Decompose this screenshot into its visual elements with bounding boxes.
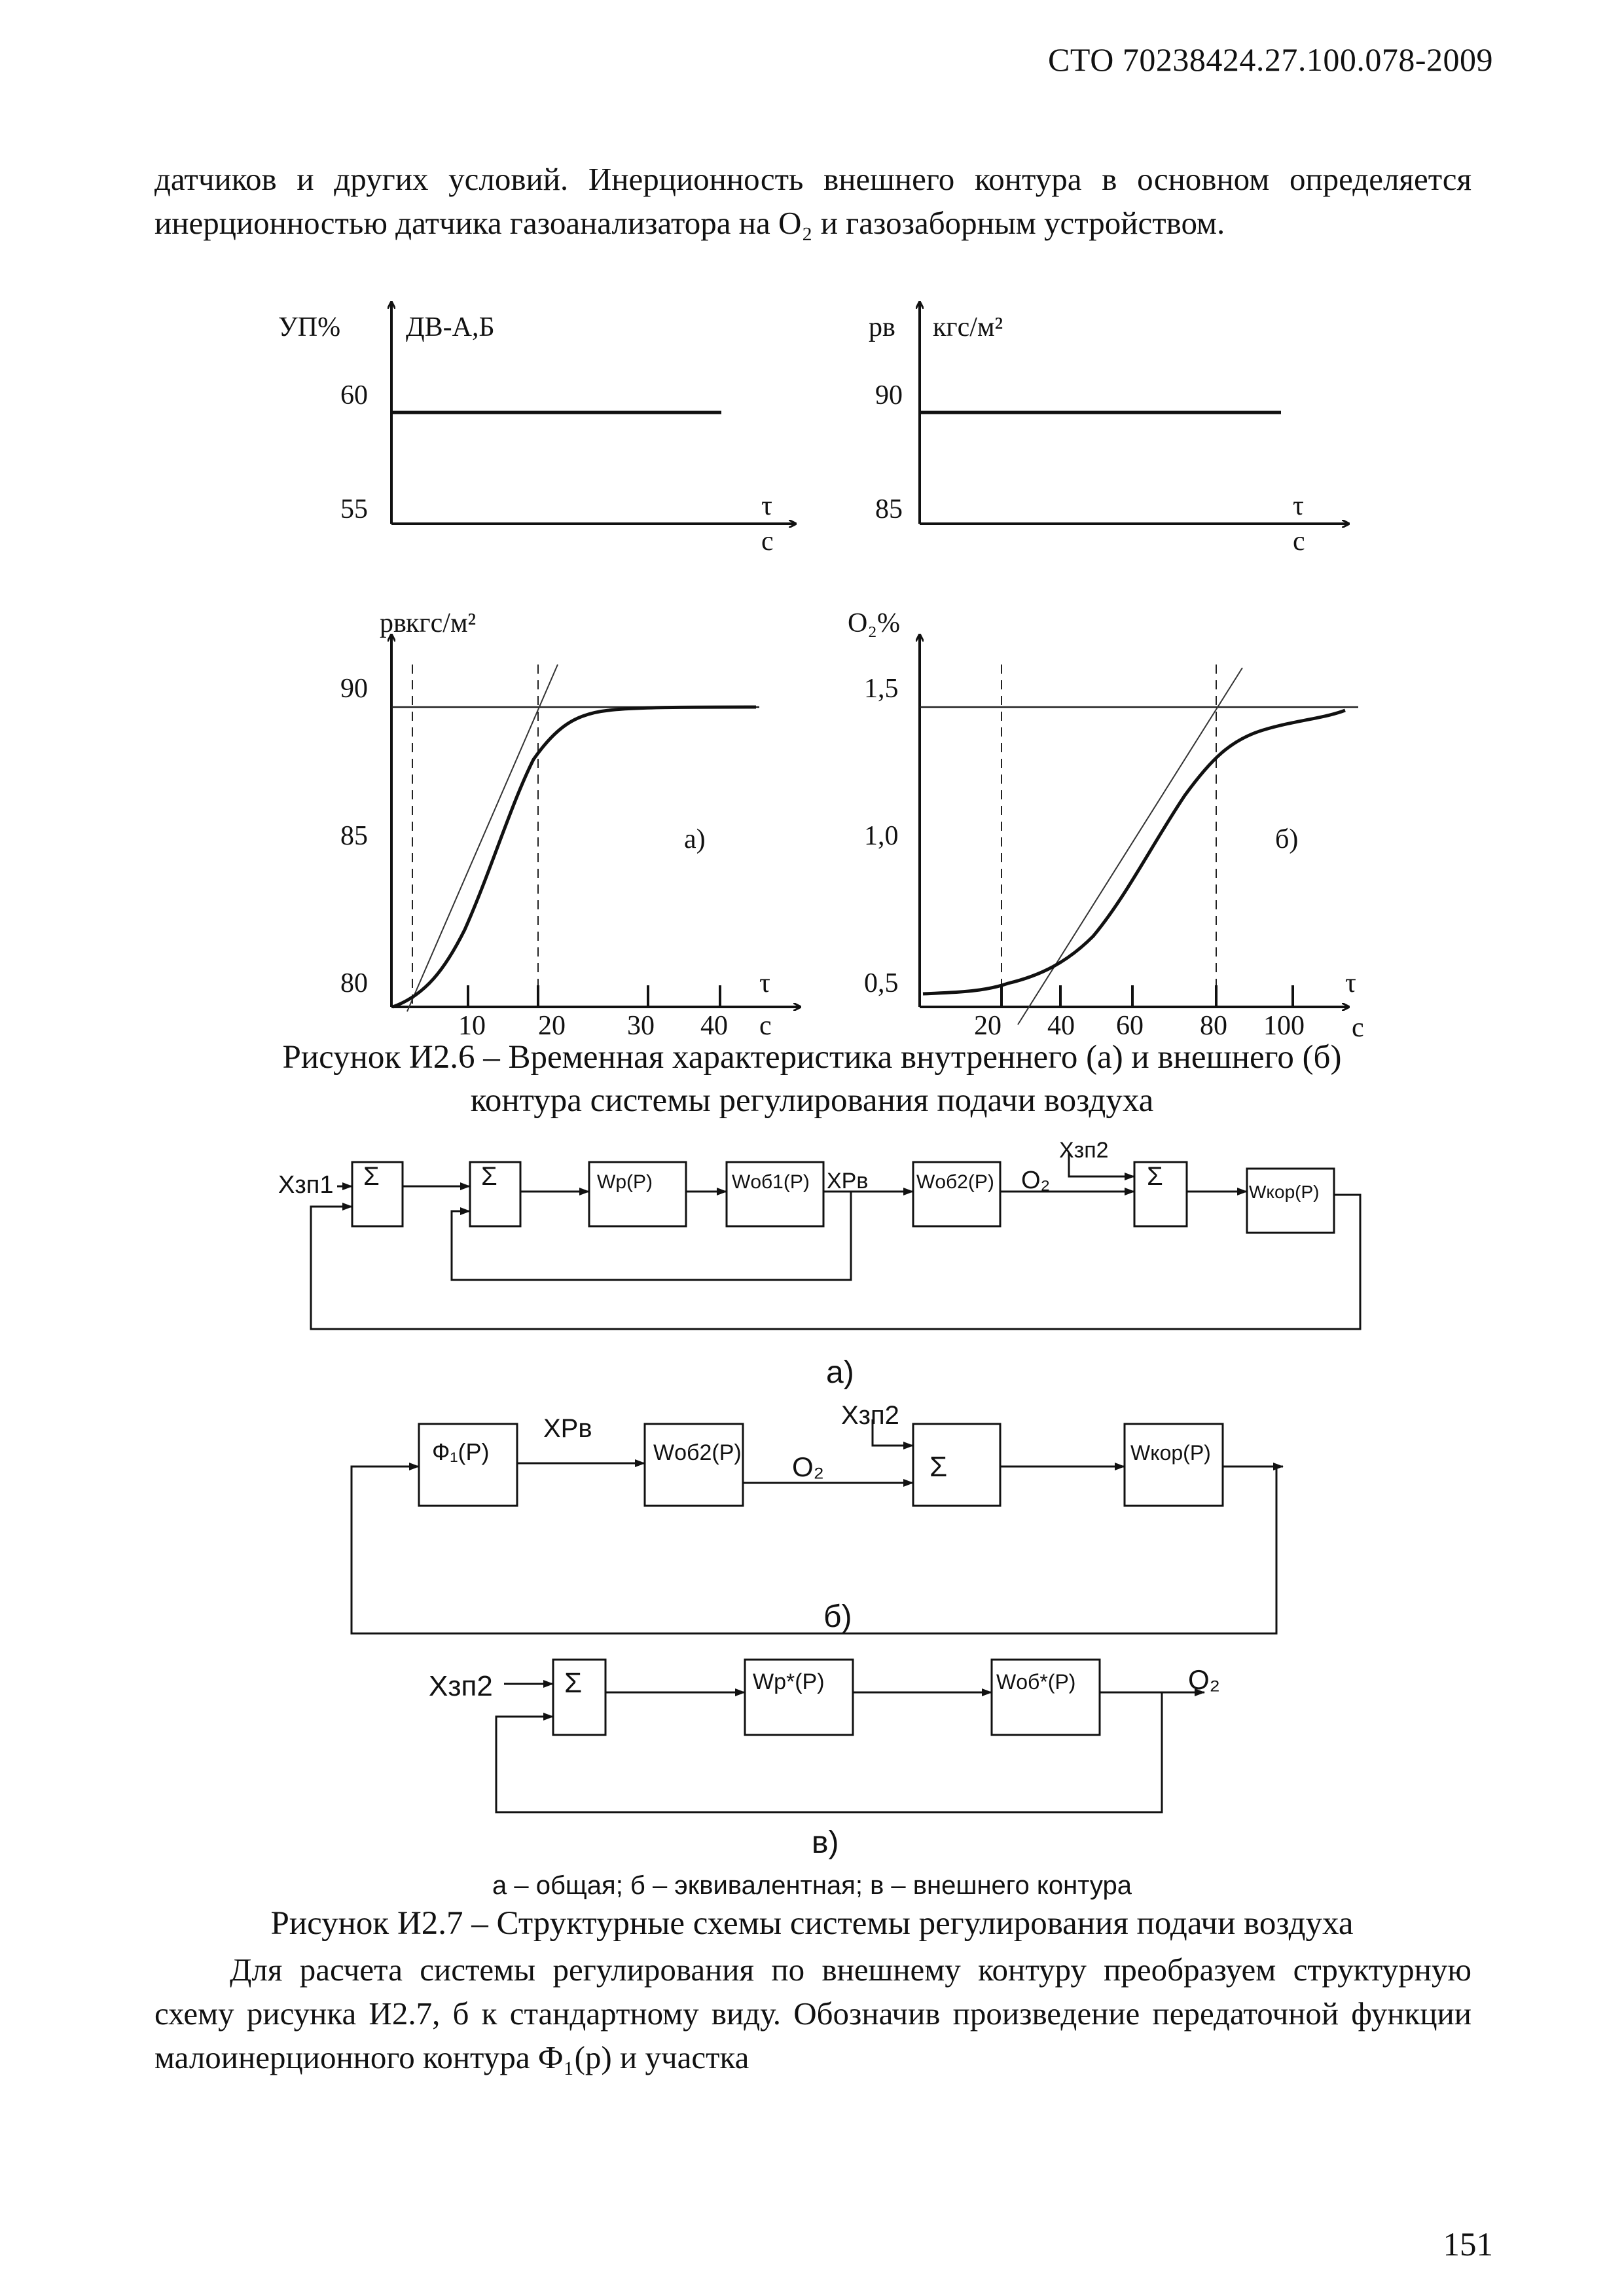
figure-i2-7-diagrams	[0, 1126, 1624, 1866]
x-label: τ	[759, 968, 770, 998]
figure-i2-6-plots	[0, 288, 1624, 1041]
figure-i2-7-caption: Рисунок И2.7 – Структурные схемы системы регулирования подачи воздуха	[270, 1905, 1354, 1942]
y-tick: 1,0	[864, 821, 899, 851]
x-tick: 20	[974, 1011, 1001, 1041]
wob-star-label: Wоб*(P)	[996, 1670, 1076, 1694]
y-tick: 85	[875, 494, 903, 524]
x-label: τ	[1293, 491, 1304, 521]
wp-star-label: Wр*(P)	[753, 1669, 825, 1694]
x-tick: 40	[700, 1011, 728, 1041]
wob1-label: Wоб1(P)	[732, 1171, 810, 1193]
x-unit: с	[759, 1011, 772, 1041]
plot-top-right	[869, 302, 1348, 556]
summator-block	[913, 1424, 1000, 1506]
input-xzp2-label: Xзп2	[429, 1670, 493, 1702]
o2-output-label: O₂	[1188, 1664, 1220, 1695]
y-tick: 85	[340, 821, 368, 851]
x-label: τ	[1345, 968, 1356, 998]
x-tick-marks	[1001, 985, 1293, 1007]
ylabel: УП%	[278, 312, 341, 342]
o2-signal-label: O₂	[1021, 1167, 1051, 1194]
diagram-a-label: а)	[826, 1355, 854, 1390]
wkor-block	[1125, 1424, 1223, 1506]
intro-paragraph: датчиков и других условий. Инерционность внешнего контура в основном определяется инерционностью датчика газоанализатора на O₂ и газозаборным устройством.	[154, 161, 1471, 241]
x-tick-marks	[468, 985, 720, 1007]
x-tick: 80	[1200, 1011, 1227, 1041]
x-label: τ	[761, 491, 772, 521]
x-unit: с	[1293, 526, 1305, 556]
y-tick: 90	[875, 380, 903, 410]
wob2-label: Wоб2(P)	[916, 1171, 994, 1193]
sigma-label: Σ	[564, 1667, 583, 1699]
x-tick: 30	[627, 1011, 655, 1041]
wp-label: Wр(P)	[597, 1171, 653, 1193]
closing-paragraph: Для расчета системы регулирования по внешнему контуру преобразуем структурную схему рисунка И2.7, б к стандартному виду. Обозначив произведение передаточной функции малоинерционного контура Ф₁(p) и участка	[154, 1952, 1471, 2075]
ylabel: O₂%	[848, 608, 900, 638]
figure-i2-6-caption-line1: Рисунок И2.6 – Временная характеристика внутреннего (а) и внешнего (б)	[282, 1039, 1342, 1076]
sigma-label: Σ	[929, 1451, 948, 1483]
y-tick: 55	[340, 494, 368, 524]
input-xzp2-label: Xзп2	[841, 1401, 899, 1430]
diagram-c	[496, 1660, 1204, 1812]
sigma-label: Σ	[1147, 1162, 1163, 1191]
diagram-c-label: в)	[812, 1825, 839, 1860]
tangent-line	[1018, 668, 1242, 1025]
plot-a	[340, 608, 800, 1041]
x-unit: с	[1352, 1013, 1364, 1041]
phi1-label: Ф₁(P)	[432, 1438, 490, 1465]
sigma-label: Σ	[481, 1162, 497, 1191]
plot-b	[848, 608, 1364, 1041]
document-code-header: СТО 70238424.27.100.078-2009	[1048, 41, 1493, 78]
sigma-label: Σ	[363, 1162, 380, 1191]
figure-i2-7-legend: а – общая; б – эквивалентная; в – внешнего контура	[492, 1871, 1132, 1900]
xpv-signal-label: XРв	[543, 1414, 592, 1443]
wkor-label: Wкор(P)	[1249, 1182, 1320, 1202]
x-tick: 20	[538, 1011, 566, 1041]
page-number: 151	[1443, 2227, 1493, 2263]
y-tick: 1,5	[864, 674, 899, 704]
ylabel: pв	[869, 312, 895, 342]
ylabel: pв	[380, 608, 406, 638]
x-tick: 60	[1116, 1011, 1144, 1041]
x-tick: 100	[1263, 1011, 1305, 1041]
panel-label: а)	[684, 824, 706, 854]
unit-label: кгс/м²	[933, 312, 1003, 342]
y-tick: 60	[340, 380, 368, 410]
y-tick: 90	[340, 674, 368, 704]
panel-label: б)	[1275, 824, 1299, 854]
wob2-label: Wоб2(P)	[653, 1440, 742, 1465]
input-xzp2-label: Xзп2	[1059, 1138, 1109, 1163]
y-tick: 80	[340, 968, 368, 998]
xpv-signal-label: XРв	[827, 1169, 869, 1194]
o2-signal-label: O₂	[792, 1451, 824, 1482]
x-unit: с	[761, 526, 774, 556]
wkor-label: Wкор(P)	[1130, 1441, 1211, 1465]
series-label: ДВ-А,Б	[406, 312, 495, 342]
diagram-b-label: б)	[823, 1599, 852, 1634]
response-curve	[393, 707, 756, 1007]
y-tick: 0,5	[864, 968, 899, 998]
tangent-line	[407, 665, 558, 1011]
figure-i2-6-caption-line2: контура системы регулирования подачи воздуха	[470, 1082, 1154, 1119]
x-tick: 40	[1047, 1011, 1075, 1041]
input-xzp1-label: Xзп1	[278, 1171, 334, 1199]
unit-label: кгс/м²	[406, 608, 477, 638]
x-tick: 10	[458, 1011, 486, 1041]
plot-top-left	[278, 302, 795, 556]
